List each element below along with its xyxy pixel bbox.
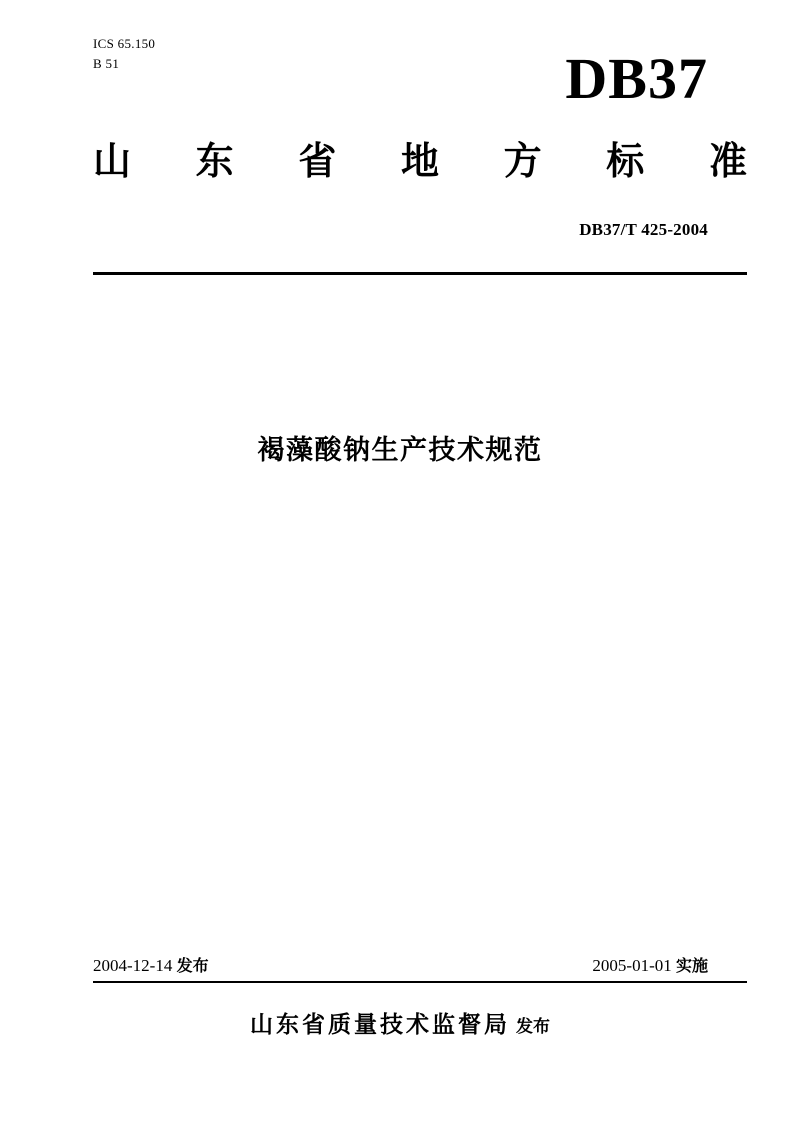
standard-type-char-2: 省 (298, 139, 337, 183)
publisher-verb: 发布 (516, 1017, 550, 1037)
ics-block (93, 34, 155, 74)
issue-date-label: 发布 (176, 956, 209, 975)
standard-type-char-4: 方 (503, 139, 542, 183)
issue-date (93, 953, 209, 976)
standard-type-heading (93, 137, 747, 185)
ics-number: ICS 65.150 (93, 36, 156, 51)
effective-date-label: 实施 (675, 956, 708, 975)
effective-date (592, 953, 708, 976)
db37-logo: DB37 (565, 46, 708, 111)
standard-type-char-6: 准 (708, 139, 747, 183)
document-title: 褐藻酸钠生产技术规范 (257, 435, 543, 466)
publisher-name: 山东省质量技术监督局 (250, 1012, 510, 1038)
header-divider (93, 272, 747, 275)
classification-code: B 51 (93, 56, 120, 71)
publisher-line (0, 1006, 800, 1039)
standard-type-char-5: 标 (606, 139, 645, 183)
effective-date-value: 2005-01-01 (592, 956, 672, 975)
standard-number: DB37/T 425-2004 (579, 220, 708, 239)
issue-date-value: 2004-12-14 (93, 956, 173, 975)
standard-type-char-1: 东 (195, 139, 234, 183)
standard-type-char-3: 地 (400, 139, 439, 183)
footer-divider (93, 981, 747, 983)
standard-type-char-0: 山 (93, 139, 132, 183)
